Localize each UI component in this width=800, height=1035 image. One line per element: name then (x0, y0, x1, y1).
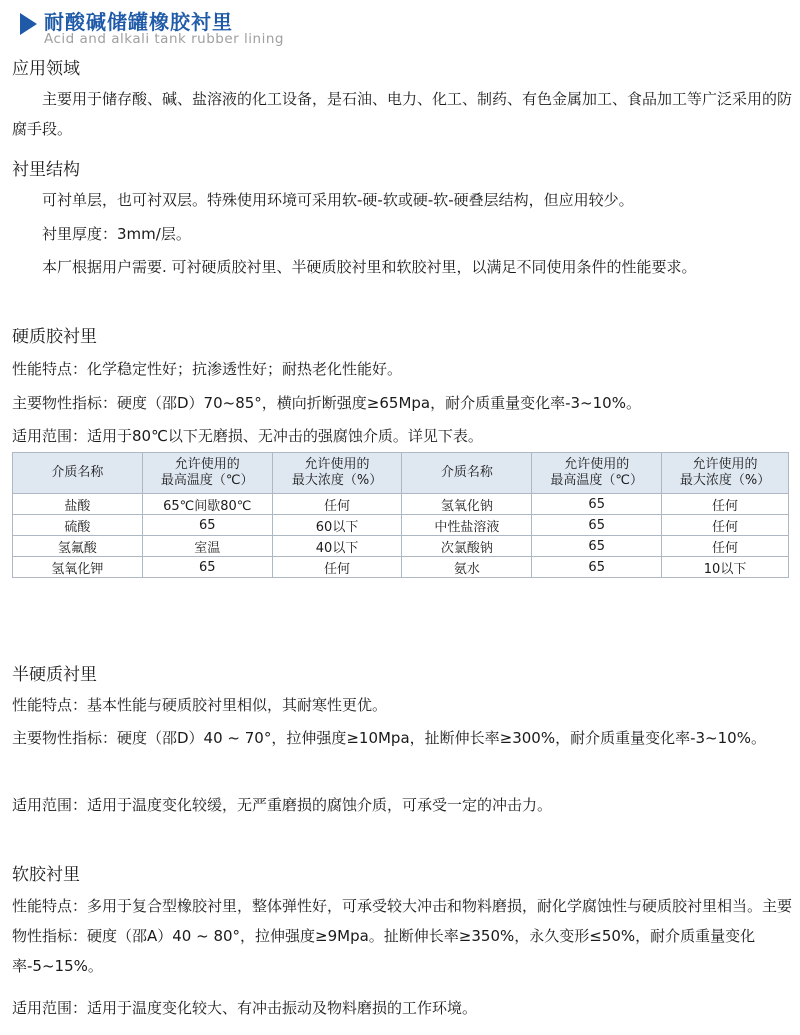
header-text: 允许使用的 最大浓度（%） (291, 457, 383, 488)
table-cell: 氢氧化钾 (13, 557, 143, 578)
table-cell: 任何 (272, 557, 402, 578)
table-row (13, 515, 789, 536)
col-header-max-conc (272, 453, 402, 494)
table-cell: 氨水 (402, 557, 532, 578)
soft-scope: 适用范围：适用于温度变化较大、有冲击振动及物料磨损的工作环境。 (12, 999, 478, 1017)
table-row (13, 557, 789, 578)
structure-thickness: 衬里厚度：3mm/层。 (42, 225, 191, 243)
table-cell: 65 (532, 494, 662, 515)
table-cell: 65 (532, 515, 662, 536)
page-subtitle: Acid and alkali tank rubber lining (44, 31, 284, 47)
table-cell: 中性盐溶液 (402, 515, 532, 536)
heading-hard-rubber: 硬质胶衬里 (12, 327, 97, 347)
page-title: 耐酸碱储罐橡胶衬里 (44, 10, 233, 34)
header-text: 允许使用的 最高温度（℃） (550, 457, 643, 488)
col-header-max-temp (142, 453, 272, 494)
table-cell: 60以下 (272, 515, 402, 536)
table-cell: 65 (532, 557, 662, 578)
header-text: 允许使用的 最高温度（℃） (160, 457, 254, 488)
table-cell: 任何 (662, 515, 789, 536)
hard-features: 性能特点：化学稳定性好；抗渗透性好；耐热老化性能好。 (12, 360, 403, 378)
table-row (13, 494, 789, 515)
table-cell: 65 (142, 515, 272, 536)
table-cell: 硫酸 (13, 515, 143, 536)
table-cell: 次氯酸钠 (402, 536, 532, 557)
header-text: 允许使用的 最大浓度（%） (679, 457, 771, 488)
table-cell: 65 (142, 557, 272, 578)
table-cell: 65 (532, 536, 662, 557)
col-header-medium: 介质名称 (13, 453, 143, 494)
soft-features: 性能特点：多用于复合型橡胶衬里，整体弹性好，可承受较大冲击和物料磨损，耐化学腐蚀性与硬质胶衬里相当。主要物性指标：硬度（邵A）40 ~ 80°，拉伸强度≥9Mpa。扯断伸长率≥350%，永久变形≤50%，耐介质重量变化率-5~15%。 (12, 897, 793, 975)
application-text: 主要用于储存酸、碱、盐溶液的化工设备，是石油、电力、化工、制药、有色金属加工、食品加工等广泛采用的防腐手段。 (12, 90, 793, 138)
table-cell: 任何 (272, 494, 402, 515)
page-header (0, 0, 800, 52)
structure-options: 本厂根据用户需要. 可衬硬质胶衬里、半硬质胶衬里和软胶衬里，以满足不同使用条件的性能要求。 (42, 258, 697, 276)
table-cell: 任何 (662, 536, 789, 557)
heading-semi-hard: 半硬质衬里 (12, 665, 97, 685)
table-cell: 任何 (662, 494, 789, 515)
table-header-row (13, 453, 789, 494)
table-body (13, 494, 789, 578)
table-cell: 氢氟酸 (13, 536, 143, 557)
arrow-icon (20, 13, 37, 35)
table-cell: 65℃间歇80℃ (142, 494, 272, 515)
heading-structure: 衬里结构 (12, 160, 80, 180)
table-cell: 40以下 (272, 536, 402, 557)
heading-application: 应用领域 (12, 59, 80, 79)
col-header-medium: 介质名称 (402, 453, 532, 494)
media-table (12, 452, 789, 578)
structure-layers: 可衬单层，也可衬双层。特殊使用环境可采用软-硬-软或硬-软-硬叠层结构，但应用较少。 (42, 191, 634, 209)
hard-properties: 主要物性指标：硬度（邵D）70~85°，横向折断强度≥65Mpa，耐介质重量变化率-3~10%。 (12, 394, 641, 412)
table-cell: 10以下 (662, 557, 789, 578)
heading-soft-rubber: 软胶衬里 (12, 865, 80, 885)
col-header-max-conc (662, 453, 789, 494)
table-cell: 氢氧化钠 (402, 494, 532, 515)
table-row (13, 536, 789, 557)
table-cell: 盐酸 (13, 494, 143, 515)
table-cell: 室温 (142, 536, 272, 557)
semi-scope: 适用范围：适用于温度变化较缓，无严重磨损的腐蚀介质，可承受一定的冲击力。 (12, 796, 553, 814)
hard-scope: 适用范围：适用于80℃以下无磨损、无冲击的强腐蚀介质。详见下表。 (12, 427, 483, 445)
col-header-max-temp (532, 453, 662, 494)
semi-features: 性能特点：基本性能与硬质胶衬里相似，其耐寒性更优。 (12, 696, 388, 714)
semi-properties: 主要物性指标：硬度（邵D）40 ~ 70°，拉伸强度≥10Mpa，扯断伸长率≥300%，耐介质重量变化率-3~10%。 (12, 729, 766, 747)
